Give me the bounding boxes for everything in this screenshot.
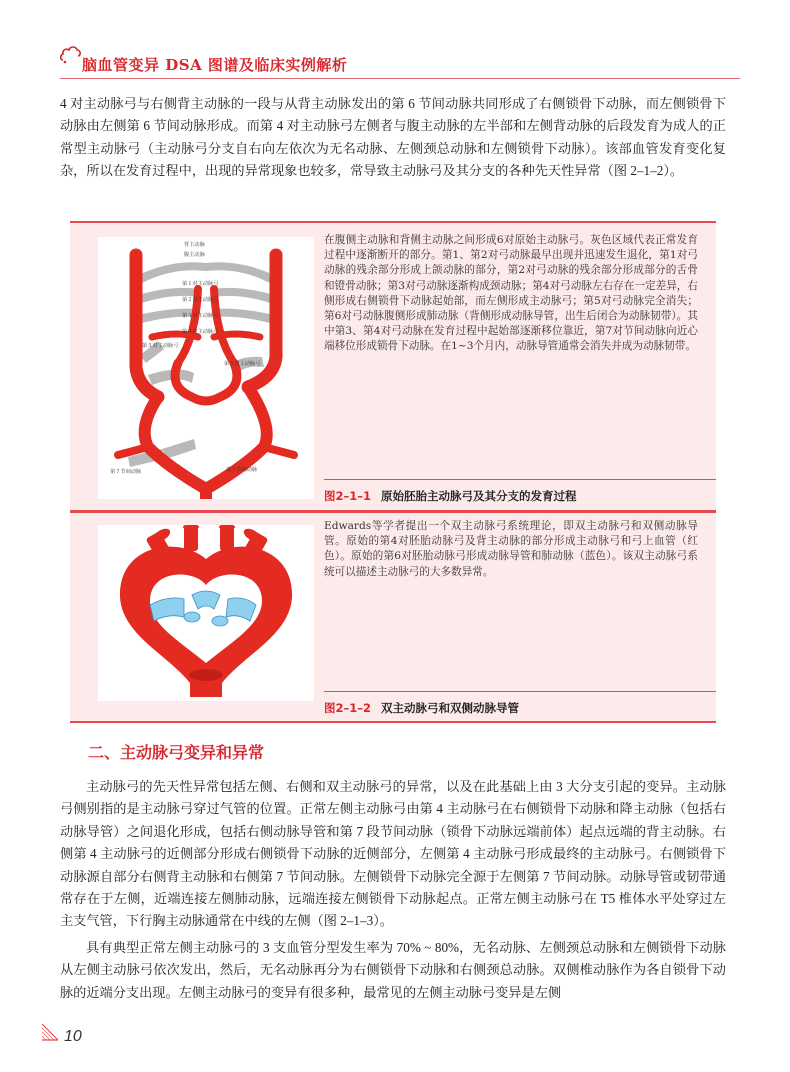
label-arch-1: 第１对主动脉弓 bbox=[182, 281, 219, 287]
figure1-caption-number: 图2–1–1 bbox=[324, 489, 372, 503]
figure2-caption-number: 图2–1–2 bbox=[324, 701, 372, 715]
figure2-caption-text: 双主动脉弓和双侧动脉导管 bbox=[381, 701, 520, 715]
running-header bbox=[60, 40, 740, 80]
figure2-caption-rule bbox=[324, 691, 716, 692]
embryonic-arch-illustration bbox=[98, 237, 314, 499]
label-arch-4: 第４对主动脉弓 bbox=[182, 329, 219, 335]
section-heading: 二、主动脉弓变异和异常 bbox=[88, 743, 265, 762]
label-arch-3: 第３对主动脉弓 bbox=[182, 313, 219, 319]
label-segmental-7-left: 第７节间动脉 bbox=[110, 469, 142, 475]
body-paragraph-1: 主动脉弓的先天性异常包括左侧、右侧和双主动脉弓的异常，以及在此基础上由 3 大分支引起的变异。主动脉弓侧别指的是主动脉弓穿过气管的位置。正常左侧主动脉弓由第 4 主动脉弓在右侧锁骨下动脉和降主动脉（包括右动脉导管）之间退化形成，包括右侧动脉导管和第 7 段节间动脉（锁骨下动脉远端前体）起点远端的背主动脉。右侧第 4 主动脉弓的近侧部分形成右侧锁骨下动脉的近侧部分，左侧第 4 主动脉弓形成最终的主动脉弓。右侧锁骨下动脉源自部分右侧背主动脉和右侧第 7 节间动脉。左侧锁骨下动脉完全源于左侧第 7 节间动脉。动脉导管或韧带通常存在于左侧，近端连接左侧肺动脉，远端连接左侧锁骨下动脉起点。正常左侧主动脉弓在 T5 椎体水平处穿过左主支气管，下行胸主动脉通常在中线的左侧（图 2–1–3）。 bbox=[60, 779, 726, 929]
label-segmental-7-right: 第７节间动脉 bbox=[226, 467, 258, 473]
figure1-caption-text: 原始胚胎主动脉弓及其分支的发育过程 bbox=[381, 489, 577, 503]
corner-mark-icon bbox=[40, 1022, 60, 1042]
label-ventral-aorta: 腹主动脉 bbox=[184, 252, 205, 258]
book-title: 脑血管变异 DSA 图谱及临床实例解析 bbox=[82, 56, 348, 74]
ductus-arteriosus bbox=[150, 591, 256, 626]
body-paragraph-2: 具有典型正常左侧主动脉弓的 3 支血管分型发生率为 70% ~ 80%，无名动脉、左侧颈总动脉和左侧锁骨下动脉从左侧主动脉弓依次发出，然后，无名动脉再分为右侧锁骨下动脉和右侧颈总动脉。双侧椎动脉作为各自锁骨下动脉的近端分支出现。左侧主动脉弓的变异有很多种，最常见的左侧主动脉弓变异是左侧 bbox=[60, 940, 726, 1000]
figure2-caption bbox=[324, 700, 519, 716]
figure1-caption bbox=[324, 488, 577, 504]
figure1-description: 在腹侧主动脉和背侧主动脉之间形成6对原始主动脉弓。灰色区域代表正常发育过程中逐渐断开的部分。第1、第2对弓动脉最早出现并迅速发生退化，第1对弓动脉的残余部分形成上颌动脉的部分，第2对弓动脉的残余部分形成部分的舌骨和镫骨动脉；第3对弓动脉逐渐构成颈动脉；第4对弓动脉左右存在一定差异，右侧形成右侧锁骨下动脉起始部，而左侧形成主动脉弓；第5对弓动脉完全消失；第6对弓动脉腹侧形成肺动脉（背侧形成动脉导管，出生后闭合为动脉韧带）。其中第3、第4对弓动脉在发育过程中起始部逐渐移位靠近，第7对节间动脉向近心端移位形成锁骨下动脉。在1~3个月内，动脉导管通常会消失并成为动脉韧带。 bbox=[324, 234, 698, 353]
label-arch-6: 第６对主动脉弓 bbox=[224, 361, 261, 367]
page-number: 10 bbox=[64, 1028, 82, 1045]
figure-2-1-2 bbox=[70, 511, 716, 723]
double-arch-diagram bbox=[98, 525, 314, 701]
double-arch-ring bbox=[120, 547, 292, 683]
embryonic-arch-diagram bbox=[98, 237, 314, 499]
figure2-description: Edwards等学者提出一个双主动脉弓系统理论，即双主动脉弓和双侧动脉导管。原始的第4对胚胎动脉弓及背主动脉的部分形成主动脉弓和弓上血管（红色）。原始的第6对胚胎动脉弓形成动脉导管和肺动脉（蓝色）。该双主动脉弓系统可以描述主动脉弓的大多数异常。 bbox=[324, 520, 698, 578]
intro-paragraph: 4 对主动脉弓与右侧背主动脉的一段与从背主动脉发出的第 6 节间动脉共同形成了右侧锁骨下动脉，而左侧锁骨下动脉由左侧第 6 节间动脉形成。而第 4 对主动脉弓左侧者与腹主动脉的左半部和左侧背动脉的后段发育为成人的正常型主动脉弓（主动脉弓分支自右向左依次为无名动脉、左侧颈总动脉和左侧锁骨下动脉）。该部血管发育变化复杂，所以在发育过程中，出现的异常现象也较多，常导致主动脉弓及其分支的各种先天性异常（图 2–1–2）。 bbox=[60, 96, 726, 179]
cloud-logo-icon bbox=[60, 40, 82, 64]
figure-2-1-1 bbox=[70, 221, 716, 512]
header-rule bbox=[60, 78, 740, 79]
figure1-caption-rule bbox=[324, 479, 716, 480]
label-arch-5: 第５对主动脉弓 bbox=[142, 343, 179, 349]
label-arch-2: 第２对主动脉弓 bbox=[182, 297, 219, 303]
label-dorsal-aorta: 背主动脉 bbox=[184, 242, 205, 248]
double-arch-illustration bbox=[98, 525, 314, 701]
